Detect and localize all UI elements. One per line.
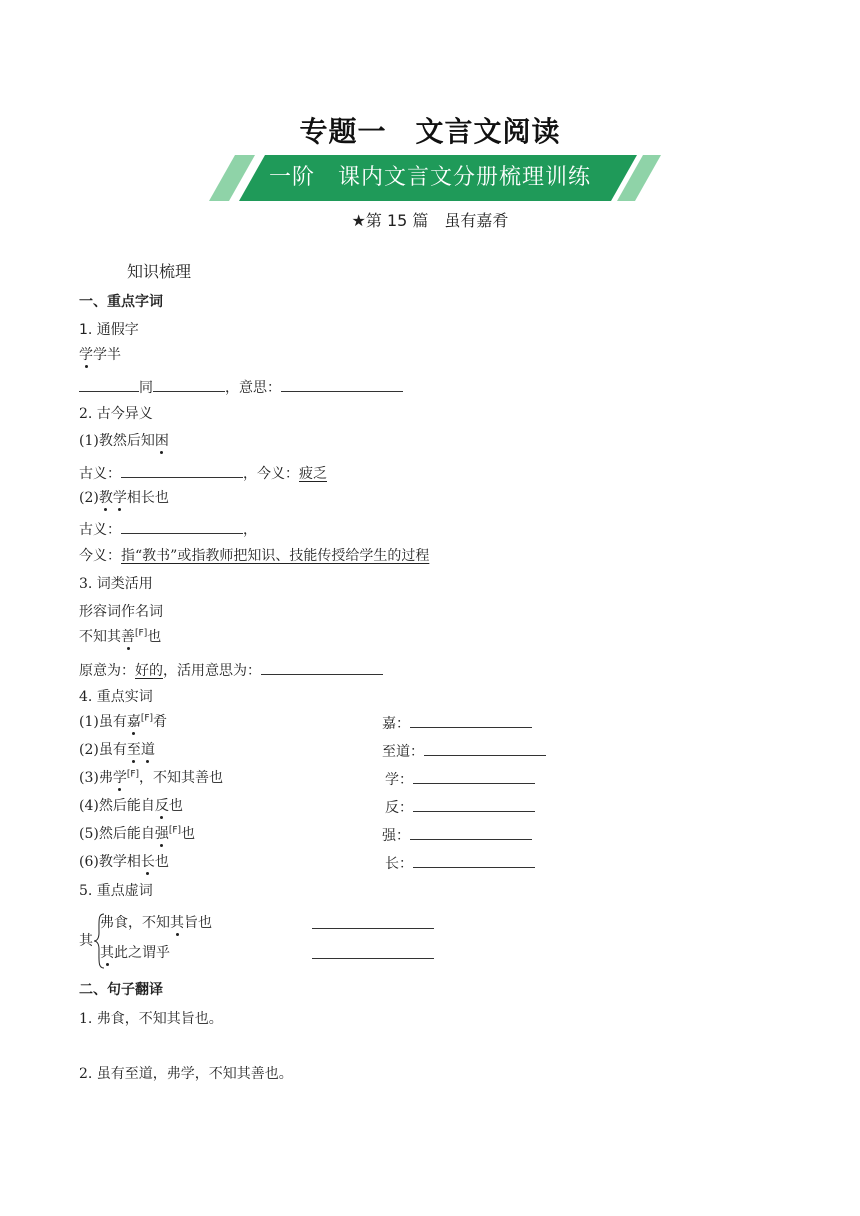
section-2-heading: 二、句子翻译 xyxy=(79,982,163,998)
shici-item-4: (4)然后能自反也 xyxy=(79,798,183,814)
knowledge-heading: 知识梳理 xyxy=(127,262,192,281)
shici-answer-5: 强： xyxy=(382,825,532,845)
xuci-heading: 5. 重点虚词 xyxy=(79,883,153,899)
gujin-item-1-fill: 古义： ，今义：疲乏 xyxy=(79,463,327,483)
blank[interactable] xyxy=(312,944,434,959)
blank[interactable] xyxy=(424,741,546,756)
shici-answer-3: 学： xyxy=(385,769,535,789)
blank[interactable] xyxy=(261,660,383,675)
gujin-item-2: (2)教学相长也 xyxy=(79,490,169,506)
shici-item-3: (3)弗学[F]，不知其善也 xyxy=(79,769,224,786)
xuci-line-1: 弗食，不知其旨也 xyxy=(100,915,212,931)
dotted-char: 困 xyxy=(154,433,169,449)
xuci-answer-1 xyxy=(312,914,434,934)
huoyong-fill: 原意为：好的，活用意思为： xyxy=(79,660,383,680)
banner-text: 一阶 课内文言文分册梳理训练 xyxy=(268,165,591,190)
tongjia-line xyxy=(79,346,121,364)
tongjia-heading: 1. 通假字 xyxy=(79,322,139,338)
xuci-line-2: 其此之谓乎 xyxy=(100,945,170,961)
shici-answer-1: 嘉： xyxy=(382,713,532,733)
gujin-item-1: (1)教然后知困 xyxy=(79,433,169,449)
lesson-subtitle: ★第 15 篇 虽有嘉肴 xyxy=(351,211,509,230)
blank[interactable] xyxy=(312,914,434,929)
blank[interactable] xyxy=(413,853,535,868)
dotted-char: 学 xyxy=(79,347,93,363)
huoyong-line: 不知其善[F]也 xyxy=(79,628,162,645)
shici-item-5: (5)然后能自强[F]也 xyxy=(79,825,196,842)
blank[interactable] xyxy=(410,825,532,840)
translation-item-2: 2. 虽有至道，弗学，不知其善也。 xyxy=(79,1066,293,1082)
blank[interactable] xyxy=(153,377,225,392)
shici-answer-2: 至道： xyxy=(382,741,546,761)
blank[interactable] xyxy=(281,377,403,392)
blank[interactable] xyxy=(79,377,139,392)
shici-answer-6: 长： xyxy=(385,853,535,873)
gujin-item-2-jin: 今义：指“教书”或指教师把知识、技能传授给学生的过程 xyxy=(79,548,430,564)
shici-item-2: (2)虽有至道 xyxy=(79,742,155,758)
blank[interactable] xyxy=(121,519,243,534)
shici-heading: 4. 重点实词 xyxy=(79,689,153,705)
jin-answer: 指“教书”或指教师把知识、技能传授给学生的过程 xyxy=(121,548,430,564)
xuci-char: 其 xyxy=(79,933,93,949)
jin-answer: 疲乏 xyxy=(299,466,327,482)
blank[interactable] xyxy=(413,769,535,784)
yuanyi-answer: 好的 xyxy=(135,663,163,679)
gujin-heading: 2. 古今异义 xyxy=(79,406,153,422)
gujin-item-2-fill: 古义： ， xyxy=(79,519,257,539)
tong-label: 同 xyxy=(139,380,153,396)
tongjia-rest: 学半 xyxy=(93,347,121,363)
shici-item-1: (1)虽有嘉[F]肴 xyxy=(79,713,168,730)
blank[interactable] xyxy=(121,463,243,478)
blank[interactable] xyxy=(410,713,532,728)
xuci-answer-2 xyxy=(312,944,434,964)
yisi-label: ，意思： xyxy=(225,380,281,396)
huoyong-type: 形容词作名词 xyxy=(79,604,163,620)
page-title: 专题一 文言文阅读 xyxy=(299,115,561,148)
tongjia-fill xyxy=(79,377,403,397)
footnote-mark: [F] xyxy=(135,628,148,639)
huoyong-heading: 3. 词类活用 xyxy=(79,576,153,592)
shici-item-6: (6)教学相长也 xyxy=(79,854,169,870)
section-1-heading: 一、重点字词 xyxy=(79,294,163,310)
blank[interactable] xyxy=(413,797,535,812)
shici-answer-4: 反： xyxy=(385,797,535,817)
translation-item-1: 1. 弗食，不知其旨也。 xyxy=(79,1011,223,1027)
